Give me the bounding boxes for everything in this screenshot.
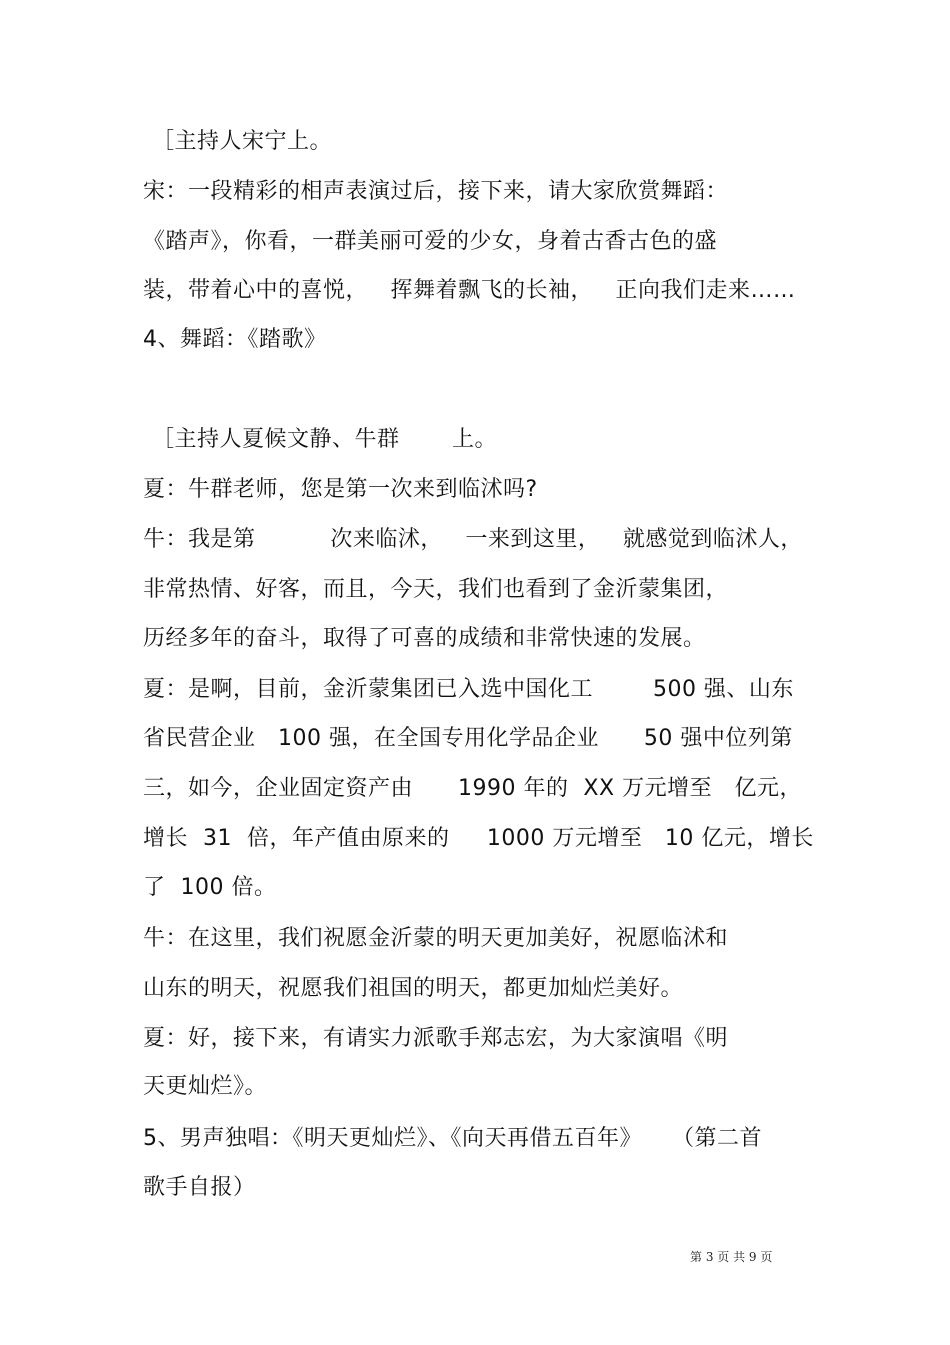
stage-direction-1: ［主持人宋宁上。 [152, 129, 333, 154]
text-line-2: 《踏声》，你看，一群美丽可爱的少女，身着古香古色的盛 [143, 229, 718, 254]
text-line-12: 了 100 倍。 [143, 875, 277, 900]
text-line-3: 装，带着心中的喜悦， 挥舞着飘飞的长袖， 正向我们走来…… [143, 278, 796, 303]
text-line-1: 宋：一段精彩的相声表演过后，接下来，请大家欣赏舞蹈： [143, 179, 729, 204]
text-line-15: 夏：好，接下来，有请实力派歌手郑志宏，为大家演唱《明 [143, 1026, 729, 1051]
text-line-10: 三，如今，企业固定资产由 1990 年的 XX 万元增至 亿元， [143, 776, 803, 801]
text-line-14: 山东的明天，祝愿我们祖国的明天，都更加灿烂美好。 [143, 976, 684, 1001]
text-line-17: 歌手自报） [143, 1175, 256, 1200]
text-line-11: 增长 31 倍，年产值由原来的 1000 万元增至 10 亿元，增长 [143, 826, 814, 851]
page-number: 第 3 页 共 9 页 [690, 1250, 773, 1264]
text-line-9: 省民营企业 100 强，在全国专用化学品企业 50 强中位列第 [143, 726, 793, 751]
text-line-16: 天更灿烂》。 [143, 1074, 268, 1099]
text-line-8: 夏：是啊，目前，金沂蒙集团已入选中国化工 500 强、山东 [143, 677, 794, 702]
text-line-13: 牛：在这里，我们祝愿金沂蒙的明天更加美好，祝愿临沭和 [143, 926, 729, 951]
text-line-7: 历经多年的奋斗，取得了可喜的成绩和非常快速的发展。 [143, 626, 706, 651]
text-line-6: 非常热情、好客，而且，今天，我们也看到了金沂蒙集团， [143, 577, 729, 602]
text-line-4: 夏：牛群老师，您是第一次来到临沭吗? [143, 477, 538, 502]
program-item-5: 5、男声独唱：《明天更灿烂》、《向天再借五百年》 （第二首 [143, 1126, 762, 1151]
text-line-5: 牛：我是第 次来临沭， 一来到这里， 就感觉到临沭人， [143, 527, 803, 552]
program-item-4: 4、舞蹈：《踏歌》 [143, 327, 327, 352]
stage-direction-2: ［主持人夏候文静、牛群 上。 [152, 427, 497, 452]
